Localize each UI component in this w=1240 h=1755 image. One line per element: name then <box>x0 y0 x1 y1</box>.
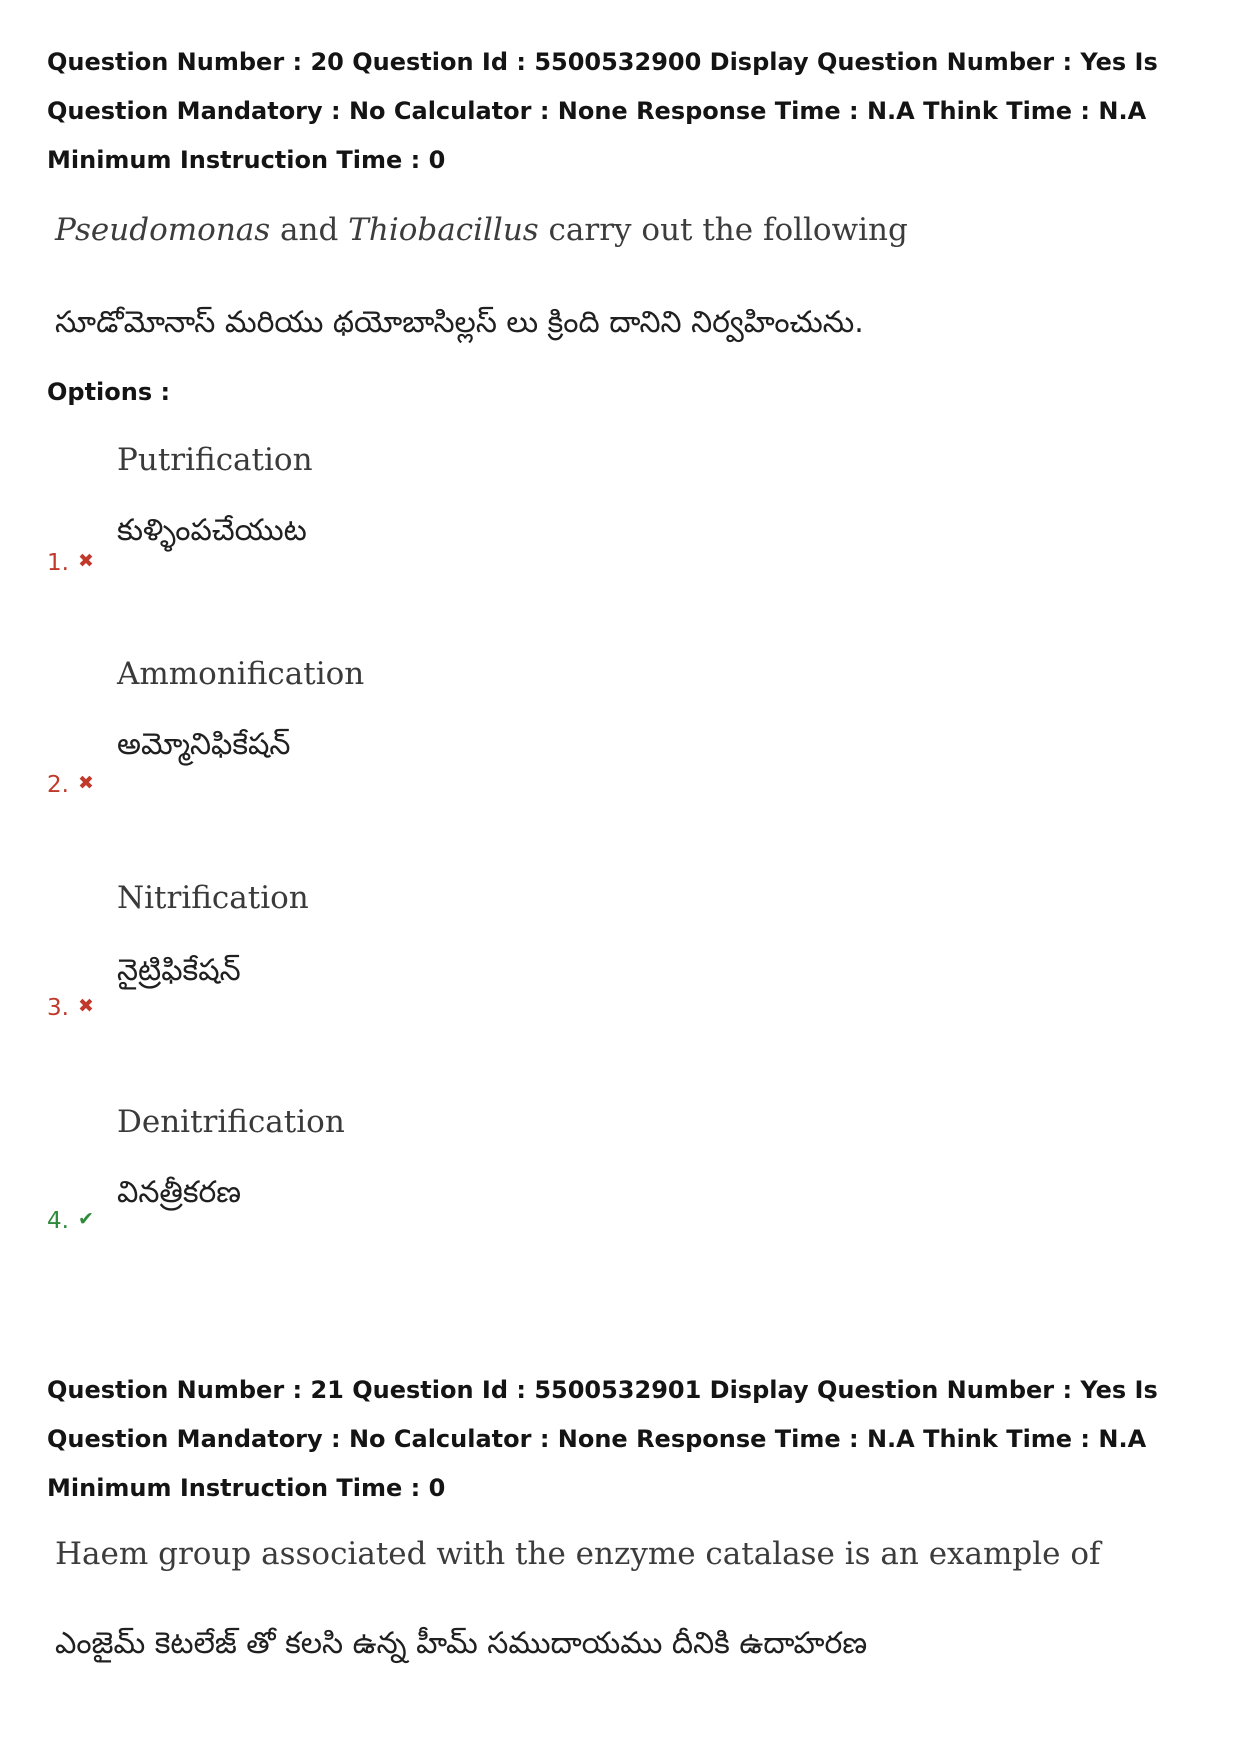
option-2-text-en: Ammonification <box>117 656 365 692</box>
option-3-number <box>47 995 94 1021</box>
question-20-text-te: సూడోమోనాస్ మరియు థయోబాసిల్లస్ లు క్రింది దానిని నిర్వహించును. <box>55 305 864 340</box>
option-1-number-label: 1. <box>47 550 69 576</box>
check-icon: ✔ <box>77 1208 94 1230</box>
option-1-number <box>47 550 94 576</box>
options-label: Options : <box>47 378 171 406</box>
cross-icon: ✖ <box>77 772 94 794</box>
question-20-rest: carry out the following <box>538 212 908 248</box>
option-1-text-te: కుళ్ళింపచేయుట <box>117 513 307 548</box>
option-4-number <box>47 1208 94 1234</box>
option-4-number-label: 4. <box>47 1208 69 1234</box>
question-21-meta: Question Number : 21 Question Id : 5500532901 Display Question Number : Yes Is Question Mandatory : No Calculator : None Response Time : N.A Think Time : N.A Minimum Instruction Time : 0 <box>47 1376 1158 1502</box>
option-3-text-te: నైట్రిఫికేషన్ <box>117 953 241 988</box>
question-21-text-te: ఎంజైమ్ కెటలేజ్ తో కలసి ఉన్న హీమ్ సముదాయము దీనికి ఉదాహరణ <box>55 1626 868 1661</box>
question-21-text-en: Haem group associated with the enzyme catalase is an example of <box>55 1536 1101 1572</box>
question-20-meta: Question Number : 20 Question Id : 5500532900 Display Question Number : Yes Is Question Mandatory : No Calculator : None Response Time : N.A Think Time : N.A Minimum Instruction Time : 0 <box>47 48 1158 174</box>
option-2-number <box>47 772 94 798</box>
option-2-text-te: అమ్మోనిఫికేషన్ <box>117 727 291 762</box>
cross-icon: ✖ <box>77 995 94 1017</box>
question-20-term-thiobacillus: Thiobacillus <box>348 212 539 248</box>
cross-icon: ✖ <box>77 550 94 572</box>
option-2-number-label: 2. <box>47 772 69 798</box>
option-4-text-en: Denitrification <box>117 1104 345 1140</box>
question-20-connector: and <box>270 212 349 248</box>
question-20-term-pseudomonas: Pseudomonas <box>55 212 271 248</box>
option-3-number-label: 3. <box>47 995 69 1021</box>
option-1-text-en: Putrification <box>117 442 313 478</box>
option-3-text-en: Nitrification <box>117 880 309 916</box>
question-20-text-en <box>55 212 908 248</box>
option-4-text-te: వినత్రీకరణ <box>117 1175 242 1210</box>
